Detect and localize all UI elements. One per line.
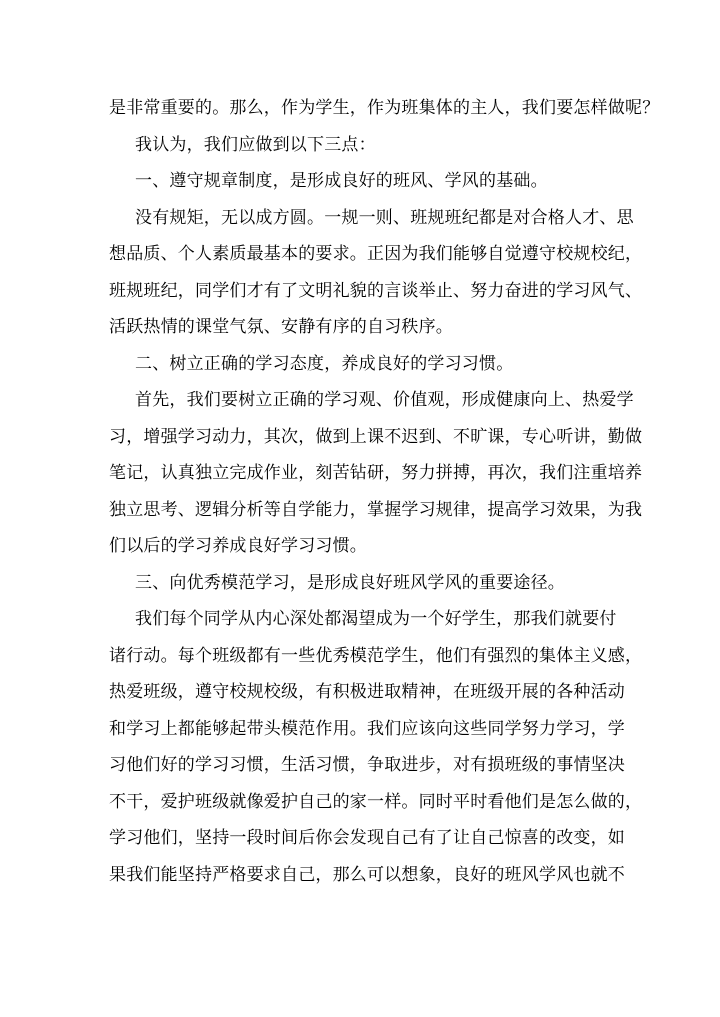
text-line: 习，增强学习动力，其次，做到上课不迟到、不旷课，专心听讲，勤做 <box>109 426 643 447</box>
section-heading: 三、向优秀模范学习，是形成良好班风学风的重要途径。 <box>135 572 565 593</box>
text-line: 我们每个同学从内心深处都渴望成为一个好学生，那我们就要付 <box>135 609 617 629</box>
text-line: 笔记，认真独立完成作业，刻苦钻研，努力拼搏，再次，我们注重培养 <box>109 463 643 483</box>
text-line: 活跃热情的课堂气氛、安静有序的自习秩序。 <box>109 317 453 337</box>
text-line: 们以后的学习养成良好学习习惯。 <box>109 536 367 556</box>
text-line: 首先，我们要树立正确的学习观、价值观，形成健康向上、热爱学 <box>135 390 634 410</box>
text-line: 学习他们，坚持一段时间后你会发现自己有了让自己惊喜的改变，如 <box>109 828 625 848</box>
text-line: 果我们能坚持严格要求自己，那么可以想象，良好的班风学风也就不 <box>109 864 625 885</box>
text-line: 是非常重要的。那么，作为学生，作为班集体的主人，我们要怎样做呢？ <box>109 98 660 118</box>
section-heading: 二、树立正确的学习态度，养成良好的学习习惯。 <box>135 353 514 374</box>
text-line: 习他们好的学习习惯，生活习惯，争取进步，对有损班级的事情坚决 <box>109 755 625 775</box>
text-line: 热爱班级，遵守校规校级，有积极进取精神，在班级开展的各种活动 <box>109 682 625 702</box>
text-line: 不干，爱护班级就像爱护自己的家一样。同时平时看他们是怎么做的， <box>109 791 643 812</box>
text-line: 班规班纪，同学们才有了文明礼貌的言谈举止、努力奋进的学习风气、 <box>109 280 643 301</box>
text-line: 我认为，我们应做到以下三点： <box>135 134 376 155</box>
text-line: 独立思考、逻辑分析等自学能力，掌握学习规律，提高学习效果，为我 <box>109 499 643 520</box>
text-line: 和学习上都能够起带头模范作用。我们应该向这些同学努力学习，学 <box>109 718 625 739</box>
text-line: 诸行动。每个班级都有一些优秀模范学生，他们有强烈的集体主义感， <box>109 645 643 666</box>
text-line: 想品质、个人素质最基本的要求。正因为我们能够自觉遵守校规校纪， <box>109 244 643 264</box>
body-text <box>109 90 660 893</box>
text-line: 没有规矩，无以成方圆。一规一则、班规班纪都是对合格人才、思 <box>135 207 634 228</box>
section-heading: 一、遵守规章制度，是形成良好的班风、学风的基础。 <box>135 171 548 191</box>
